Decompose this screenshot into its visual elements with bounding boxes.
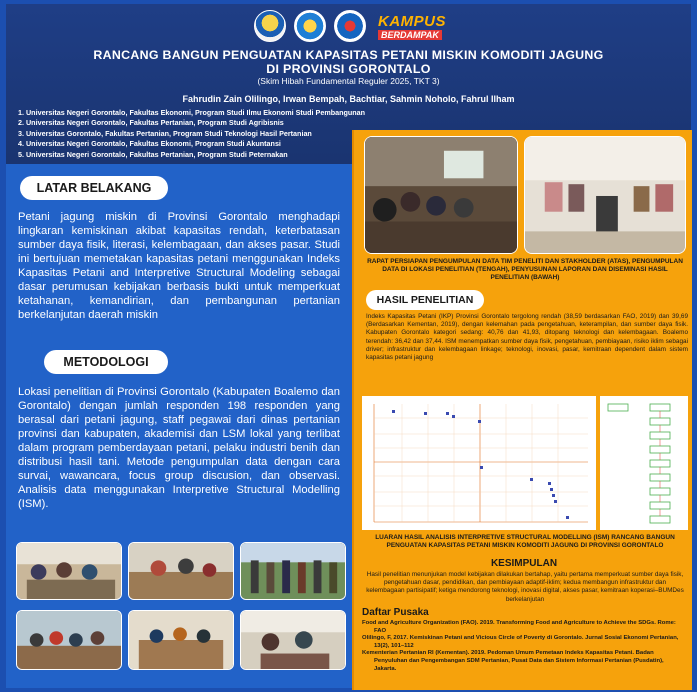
affiliation-item: 3. Universitas Gorontalo, Fakultas Pertanian, Program Studi Teknologi Hasil Pertanian bbox=[18, 128, 312, 138]
activity-photo bbox=[128, 542, 234, 600]
affiliation-item: 1. Universitas Negeri Gorontalo, Fakultas Ekonomi, Program Studi Ilmu Ekonomi Studi Pembangunan bbox=[18, 108, 366, 117]
activity-photo bbox=[128, 610, 234, 670]
hasil-penelitian-text: Indeks Kapasitas Petani (IKP) Provinsi Gorontalo tergolong rendah (38,59 berdasarkan FAO, 2019) dan 39,69 (Berdasarkan Kementan, 2019), dengan kelemahan pada pengetahuan, keterampilan, dan sumber daya fisik. Kabupaten Gorontalo kategori sedang: 40,76 dan 41,93, ditopang teknologi dan kelembagaan. Boalemo terendah: 36,42 dan 37,44. ISM menempatkan sumber daya fisik, pengetahuan, pembiayaan, risiko iklim sebagai driver; infrastruktur dan kelembagaan linkage; teknologi, inovasi, pasar, kemitraan dependent dalam sistem kapasitas petani jagung bbox=[366, 313, 688, 362]
reference-list bbox=[362, 620, 686, 673]
berdampak-logo-text: BERDAMPAK bbox=[378, 30, 442, 40]
kesimpulan-heading: KESIMPULAN bbox=[490, 558, 558, 569]
hasil-penelitian-heading: HASIL PENELITIAN bbox=[366, 290, 484, 310]
author-list: Fahrudin Zain Olilingo, Irwan Bempah, Bachtiar, Sahmin Noholo, Fahrul Ilham bbox=[182, 94, 515, 104]
photo-caption: RAPAT PERSIAPAN PENGUMPULAN DATA TIM PENELITI DAN STAKHOLDER (ATAS), PENGUMPULAN DATA DI LOKASI PENELITIAN (TENGAH), PENYUSUNAN LAPORAN DAN DISEMINASI HASIL PENELITIAN (BAWAH) bbox=[367, 258, 683, 281]
title-line-2: DI PROVINSI GORONTALO bbox=[266, 62, 431, 76]
meeting-photo bbox=[524, 136, 686, 254]
kampus-berdampak-logo bbox=[378, 13, 446, 40]
ism-driver-dependence-chart bbox=[362, 396, 596, 530]
poster-title bbox=[0, 48, 697, 76]
university-logo bbox=[254, 10, 286, 42]
kampus-logo-text: KAMPUS bbox=[378, 12, 447, 30]
logo-row bbox=[254, 6, 446, 46]
kesimpulan-text: Hasil penelitian menunjukan model kebijakan dilakukan bertahap, yaitu pertama memperkuat sumber daya fisik, pengetahuan dasar, pendidikan, dan pembiayaan adaptif-iklim; kedua membangun infrastruktur dan kelembagaan partisipatif; ketiga mendorong teknologi, inovasi digital, akses pasar, kemitraan koperasi–BUMDes berkelanjutan bbox=[366, 571, 684, 603]
affiliation-item: 4. Universitas Negeri Gorontalo, Fakultas Ekonomi, Program Studi Akuntansi bbox=[18, 139, 281, 149]
reference-item: Olilingo, F, 2017. Kemiskinan Petani and Vicious Circle of Poverty di Gorontalo. Jurnal Sosial Ekonomi Pertanian, 13(2), 101–112 bbox=[362, 635, 679, 649]
ism-hierarchy-diagram bbox=[600, 396, 688, 530]
affiliation-item: 2. Universitas Negeri Gorontalo, Fakultas Pertanian, Program Studi Agribisnis bbox=[18, 118, 284, 128]
metodologi-text: Lokasi penelitian di Provinsi Gorontalo (Kabupaten Boalemo dan Gorontalo) dengan jumlah responden 198 responden yang berasal dari petani jagung, staff pegawai dari dinas pertanian provinsi dan kabupaten, akademisi dan LSM lokal yang terlibat dalam program pemberdayaan petani, pelaku industri benih dan distribusi hasil tani. Metode pengumpulan data dengan cara survai, wawancara, focus group discusion, dan observasi. Analisis data menggunakan Interpretive Structural Modelling (ISM). bbox=[18, 386, 340, 510]
partner-logo bbox=[334, 10, 366, 42]
left-column bbox=[6, 164, 352, 688]
poster-subtitle: (Skim Hibah Fundamental Reguler 2025, TKT 3) bbox=[257, 76, 440, 86]
latar-belakang-text: Petani jagung miskin di Provinsi Gorontalo menghadapi lingkaran kemiskinan akibat kapasitas rendah, keterbatasan sumber daya fisik, literasi, kelembagaan, dan akses pasar. Studi ini bertujuan memetakan kapasitas petani menggunakan Indeks Kapasitas Petani and Interpretive Structural Modeling sebagai dasar perumusan kebijakan berbasis bukti untuk memperkuat ketahanan, kemandirian, dan pembangunan pertanian berkelanjutan daerah miskin bbox=[18, 211, 340, 321]
activity-photo bbox=[16, 542, 122, 600]
affiliation-item: 5. Universitas Negeri Gorontalo, Fakultas Pertanian, Program Studi Peternakan bbox=[18, 149, 288, 159]
latar-belakang-heading: LATAR BELAKANG bbox=[20, 176, 168, 200]
activity-photo bbox=[240, 542, 346, 600]
title-line-1: RANCANG BANGUN PENGUATAN KAPASITAS PETANI MISKIN KOMODITI JAGUNG bbox=[93, 48, 604, 62]
ism-caption: LUARAN HASIL ANALISIS INTERPRETIVE STRUCTURAL MODELLING (ISM) RANCANG BANGUN PENGUATAN KAPASITAS PETANI MISKIN KOMODITI JAGUNG DI PROVINSI GORONTALO bbox=[375, 534, 675, 549]
meeting-photo bbox=[364, 136, 518, 254]
activity-photo bbox=[16, 610, 122, 670]
ministry-logo bbox=[294, 10, 326, 42]
daftar-pustaka-heading: Daftar Pusaka bbox=[362, 607, 429, 618]
right-column bbox=[352, 130, 692, 690]
reference-item: Food and Agriculture Organization (FAO). 2019. Transforming Food and Agriculture to Achieve the SDGs. Rome: FAO bbox=[362, 620, 676, 634]
affiliation-list bbox=[18, 108, 365, 160]
metodologi-heading: METODOLOGI bbox=[44, 350, 168, 374]
reference-item: Kementerian Pertanian RI (Kementan). 2019. Pedoman Umum Pemetaan Indeks Kapasitas Petani. Badan Penyuluhan dan Pengembangan SDM Pertanian, Pusat Data dan Sistem Informasi Pertanian (Pusdatin), Jakarta. bbox=[362, 650, 664, 672]
activity-photo bbox=[240, 610, 346, 670]
